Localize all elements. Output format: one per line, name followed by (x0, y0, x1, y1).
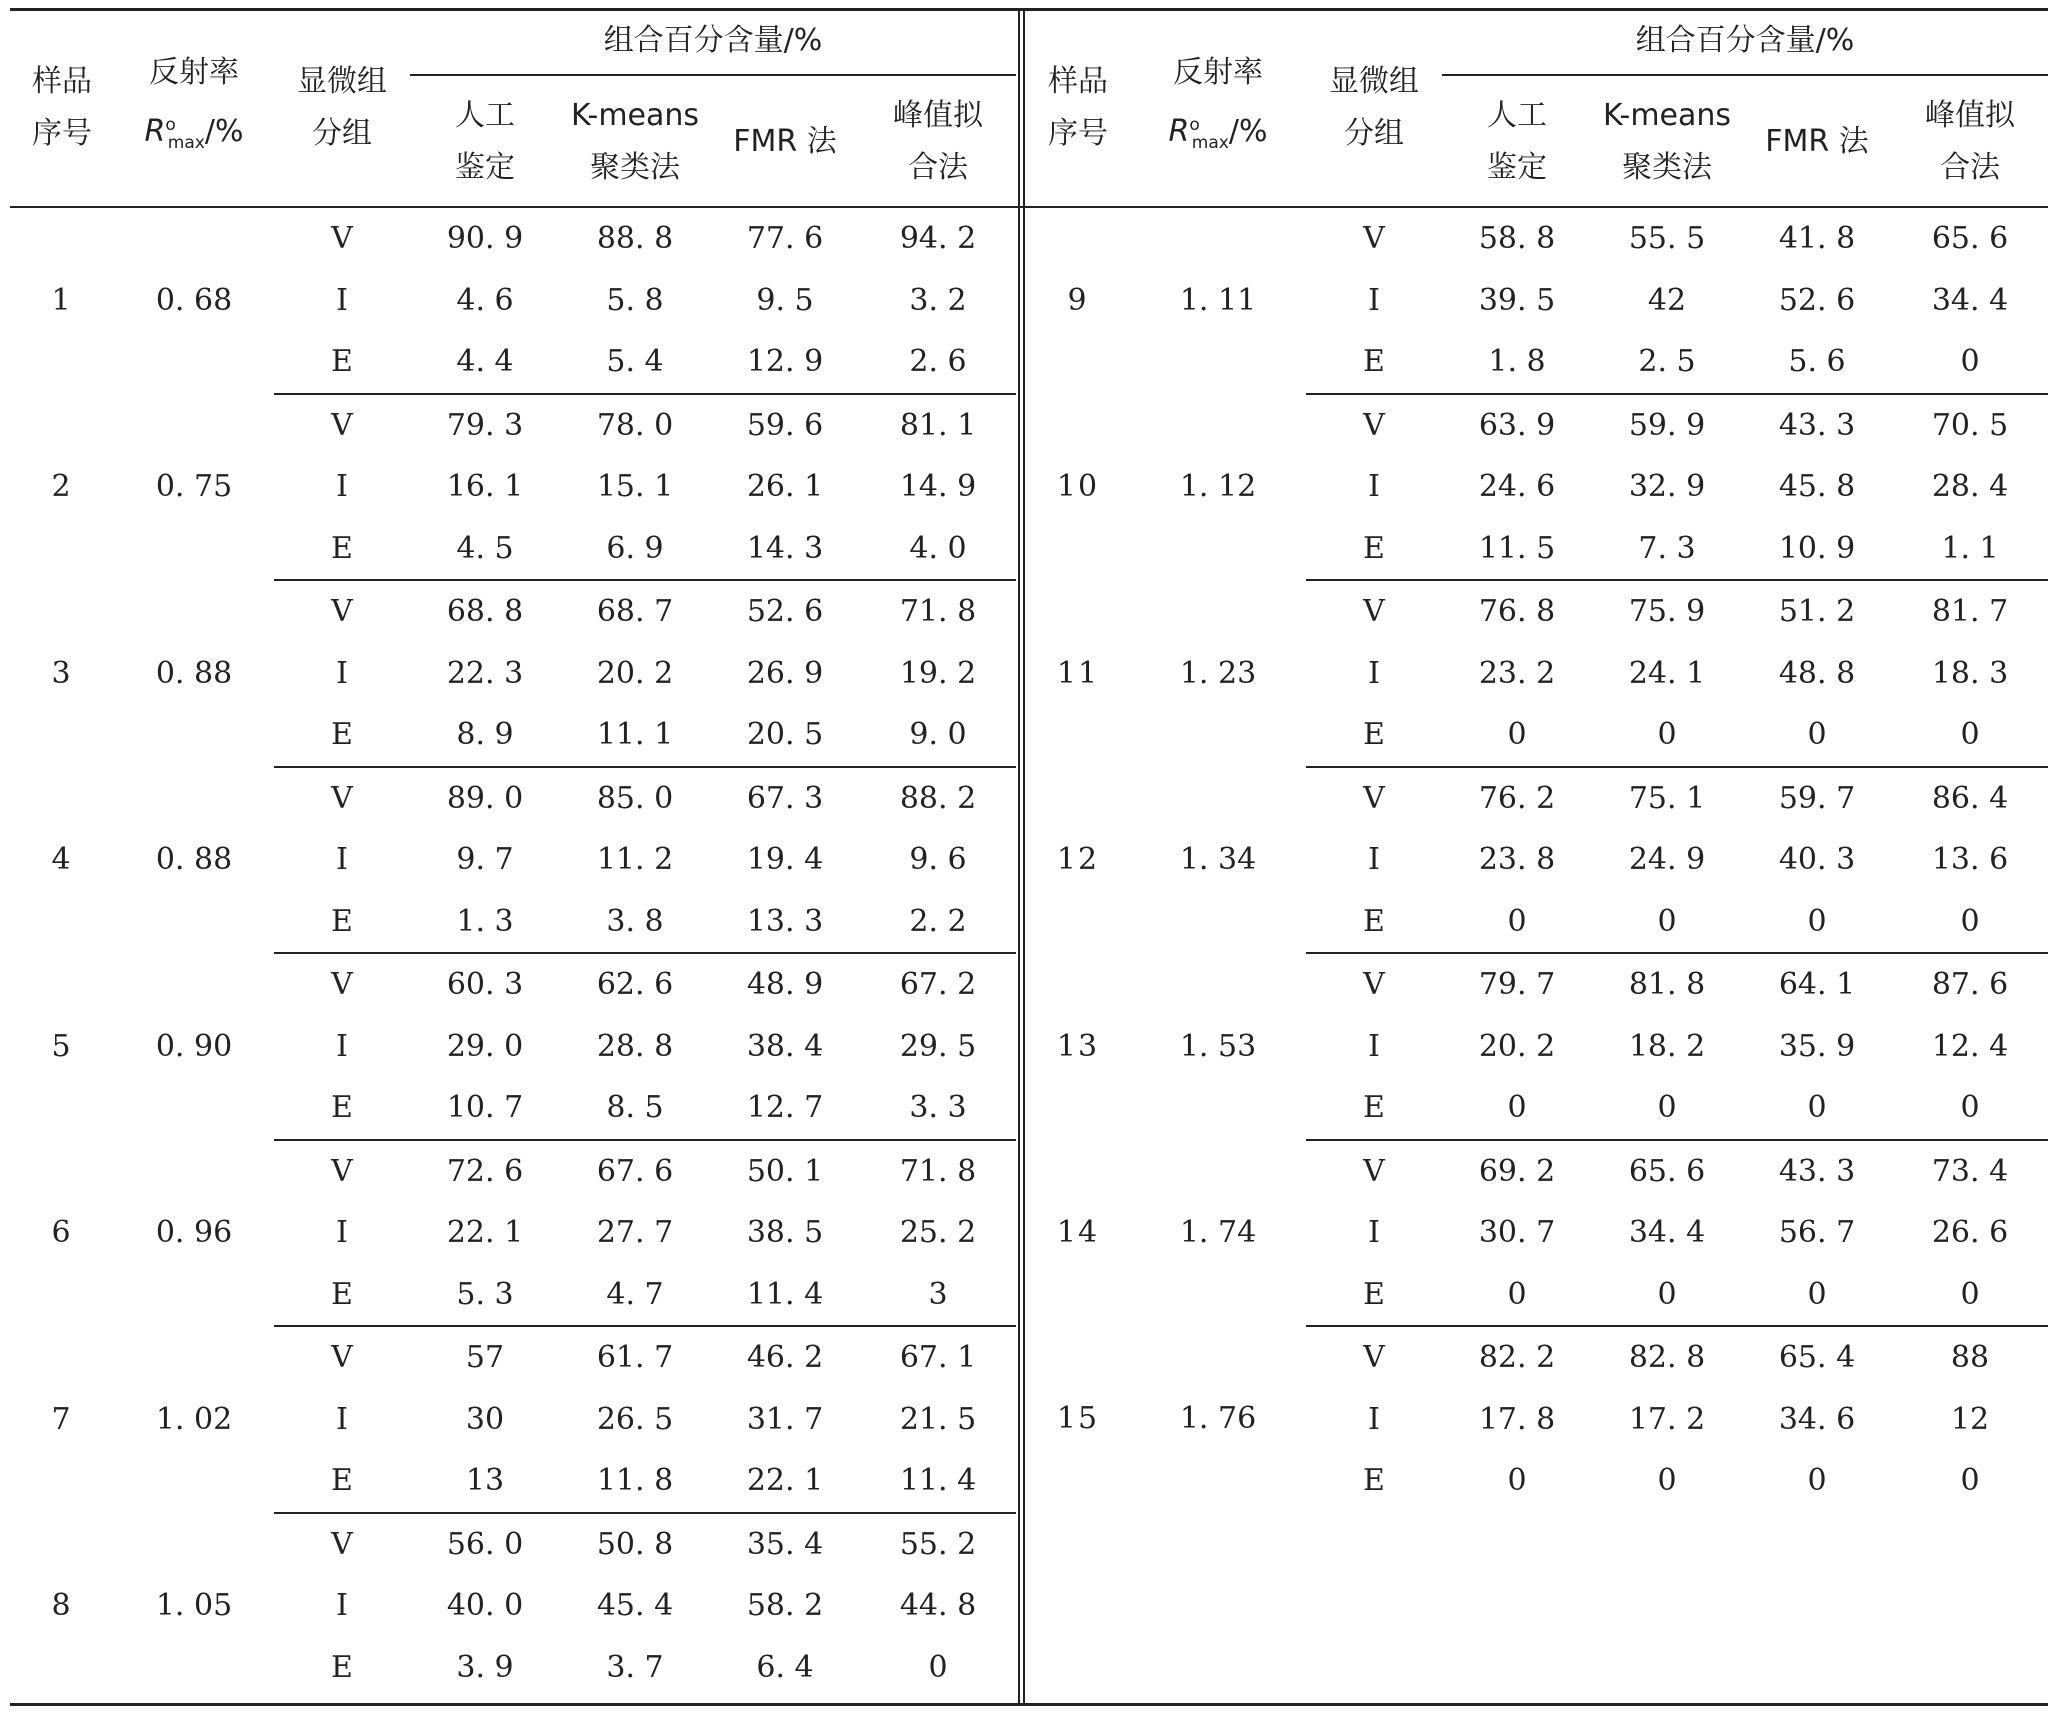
manual-value-cell: 5. 3 (410, 1264, 560, 1327)
table-row (10, 953, 1016, 1016)
manual-value-cell: 68. 8 (446, 594, 524, 630)
left-table-half (10, 8, 1016, 1698)
maceral-group-cell: E (1306, 518, 1442, 581)
maceral-group-cell: I (1368, 842, 1380, 878)
fmr-value-cell: 0 (1742, 891, 1892, 954)
peak-fit-value-cell: 67. 2 (899, 967, 977, 1003)
fmr-value-cell: 9. 5 (756, 282, 814, 318)
reflectance-cell: 1. 23 (1179, 655, 1257, 691)
manual-value-cell: 16. 1 (446, 469, 524, 505)
header-sample-no: 样品 序号 (32, 64, 92, 151)
sample-no-cell: 3 (51, 655, 73, 691)
table-row (1026, 767, 2048, 830)
maceral-group-cell: V (1363, 967, 1385, 1003)
sample-no-cell: 15 (1056, 1401, 1100, 1437)
manual-value-cell: 23. 2 (1478, 655, 1556, 691)
kmeans-value-cell: 5. 4 (560, 331, 710, 394)
manual-value-cell: 1. 8 (1442, 331, 1592, 394)
fmr-value-cell: 52. 6 (746, 594, 824, 630)
manual-value-cell: 89. 0 (446, 780, 524, 816)
sample-no-cell: 14 (1056, 1215, 1100, 1251)
fmr-value-cell: 38. 4 (746, 1028, 824, 1064)
manual-value-cell: 0 (1442, 891, 1592, 954)
maceral-group-cell: E (1306, 891, 1442, 954)
fmr-value-cell: 13. 3 (710, 891, 860, 954)
fmr-value-cell: 50. 1 (746, 1153, 824, 1189)
fmr-value-cell: 11. 4 (710, 1264, 860, 1327)
kmeans-value-cell: 32. 9 (1628, 469, 1706, 505)
maceral-group-cell: I (1368, 1215, 1380, 1251)
manual-value-cell: 63. 9 (1478, 407, 1556, 443)
kmeans-value-cell: 62. 6 (596, 967, 674, 1003)
maceral-group-cell: E (274, 518, 410, 581)
maceral-group-cell: I (336, 282, 348, 318)
manual-value-cell: 4. 4 (410, 331, 560, 394)
maceral-group-cell: I (336, 1215, 348, 1251)
double-column-divider (1016, 8, 1026, 1706)
manual-value-cell: 17. 8 (1478, 1401, 1556, 1437)
manual-value-cell: 8. 9 (410, 704, 560, 767)
maceral-group-cell: E (274, 331, 410, 394)
peak-fit-value-cell: 26. 6 (1931, 1215, 2009, 1251)
kmeans-value-cell: 3. 8 (560, 891, 710, 954)
peak-fit-value-cell: 18. 3 (1931, 655, 2009, 691)
peak-fit-value-cell: 3. 2 (909, 282, 967, 318)
reflectance-cell: 0. 88 (155, 655, 233, 691)
fmr-value-cell: 59. 6 (746, 407, 824, 443)
maceral-group-cell: V (331, 1340, 353, 1376)
peak-fit-value-cell: 3. 3 (860, 1077, 1016, 1140)
peak-fit-value-cell: 70. 5 (1931, 407, 2009, 443)
manual-value-cell: 24. 6 (1478, 469, 1556, 505)
table-row (10, 208, 1016, 270)
peak-fit-value-cell: 1. 1 (1892, 518, 2048, 581)
right-table-half (1026, 8, 2048, 1512)
kmeans-value-cell: 20. 2 (596, 655, 674, 691)
peak-fit-value-cell: 94. 2 (899, 221, 977, 257)
manual-value-cell: 22. 3 (446, 655, 524, 691)
kmeans-value-cell: 2. 5 (1592, 331, 1742, 394)
reflectance-cell: 0. 88 (155, 842, 233, 878)
peak-fit-value-cell: 13. 6 (1931, 842, 2009, 878)
kmeans-value-cell: 81. 8 (1628, 967, 1706, 1003)
header-percent-content: 组合百分含量/% (410, 8, 1016, 75)
maceral-group-cell: I (1368, 282, 1380, 318)
kmeans-value-cell: 15. 1 (596, 469, 674, 505)
sample-no-cell: 9 (1067, 283, 1089, 319)
header-method-manual: 人工 鉴定 (455, 98, 515, 185)
peak-fit-value-cell: 71. 8 (899, 594, 977, 630)
fmr-value-cell: 38. 5 (746, 1215, 824, 1251)
maceral-group-cell: E (274, 704, 410, 767)
fmr-value-cell: 35. 4 (746, 1526, 824, 1562)
peak-fit-value-cell: 67. 1 (899, 1340, 977, 1376)
kmeans-value-cell: 3. 7 (606, 1649, 664, 1685)
kmeans-value-cell: 11. 1 (560, 704, 710, 767)
kmeans-value-cell: 0 (1592, 1077, 1742, 1140)
sample-no-cell: 2 (51, 469, 73, 505)
kmeans-value-cell: 42 (1647, 282, 1687, 318)
fmr-value-cell: 26. 1 (746, 469, 824, 505)
kmeans-value-cell: 28. 8 (596, 1028, 674, 1064)
fmr-value-cell: 34. 6 (1778, 1401, 1856, 1437)
manual-value-cell: 76. 2 (1478, 780, 1556, 816)
table-row (10, 767, 1016, 830)
manual-value-cell: 4. 5 (410, 518, 560, 581)
sample-no-cell: 10 (1056, 469, 1100, 505)
manual-value-cell: 79. 7 (1478, 967, 1556, 1003)
table-bottom-rule (10, 1703, 2048, 1706)
kmeans-value-cell: 24. 9 (1628, 842, 1706, 878)
kmeans-value-cell: 50. 8 (596, 1526, 674, 1562)
reflectance-cell: 1. 05 (155, 1587, 233, 1623)
peak-fit-value-cell: 14. 9 (899, 469, 977, 505)
sample-no-cell: 7 (51, 1401, 73, 1437)
peak-fit-value-cell: 19. 2 (899, 655, 977, 691)
maceral-group-cell: V (1363, 407, 1385, 443)
kmeans-value-cell: 88. 8 (596, 221, 674, 257)
table-row (10, 580, 1016, 643)
fmr-value-cell: 19. 4 (746, 842, 824, 878)
fmr-value-cell: 12. 9 (710, 331, 860, 394)
kmeans-value-cell: 27. 7 (596, 1215, 674, 1251)
maceral-group-cell: V (1363, 1153, 1385, 1189)
fmr-value-cell: 43. 3 (1778, 1153, 1856, 1189)
sample-no-cell: 6 (51, 1215, 73, 1251)
maceral-group-cell: I (1368, 469, 1380, 505)
maceral-group-cell: E (1306, 1264, 1442, 1327)
manual-value-cell: 10. 7 (410, 1077, 560, 1140)
kmeans-value-cell: 26. 5 (596, 1401, 674, 1437)
peak-fit-value-cell: 88 (1950, 1340, 1990, 1376)
kmeans-value-cell: 45. 4 (596, 1588, 674, 1624)
manual-value-cell: 0 (1442, 1264, 1592, 1327)
header-method-peak-fit: 峰值拟 合法 (893, 98, 983, 185)
kmeans-value-cell: 65. 6 (1628, 1153, 1706, 1189)
reflectance-cell: 1. 11 (1179, 283, 1257, 319)
table-row (10, 394, 1016, 457)
peak-fit-value-cell: 65. 6 (1931, 221, 2009, 257)
manual-value-cell: 79. 3 (446, 407, 524, 443)
table-row (10, 1326, 1016, 1389)
table-row (1026, 208, 2048, 270)
maceral-group-cell: V (331, 221, 353, 257)
reflectance-cell: 1. 34 (1179, 842, 1257, 878)
manual-value-cell: 57 (465, 1340, 505, 1376)
fmr-value-cell: 5. 6 (1742, 331, 1892, 394)
reflectance-cell: 0. 96 (155, 1215, 233, 1251)
kmeans-value-cell: 55. 5 (1628, 221, 1706, 257)
peak-fit-value-cell: 12. 4 (1931, 1028, 2009, 1064)
reflectance-cell: 0. 68 (155, 283, 233, 319)
sample-no-cell: 11 (1056, 655, 1100, 691)
reflectance-cell: 1. 76 (1179, 1401, 1257, 1437)
peak-fit-value-cell: 28. 4 (1931, 469, 2009, 505)
fmr-value-cell: 0 (1742, 1077, 1892, 1140)
peak-fit-value-cell: 44. 8 (899, 1588, 977, 1624)
peak-fit-value-cell: 0 (1892, 704, 2048, 767)
fmr-value-cell: 67. 3 (746, 780, 824, 816)
peak-fit-value-cell: 0 (1892, 891, 2048, 954)
kmeans-value-cell: 82. 8 (1628, 1340, 1706, 1376)
kmeans-value-cell: 6. 9 (560, 518, 710, 581)
fmr-value-cell: 0 (1807, 1463, 1827, 1499)
fmr-value-cell: 41. 8 (1778, 221, 1856, 257)
peak-fit-value-cell: 34. 4 (1931, 282, 2009, 318)
manual-value-cell: 22. 1 (446, 1215, 524, 1251)
manual-value-cell: 30. 7 (1478, 1215, 1556, 1251)
kmeans-value-cell: 78. 0 (596, 407, 674, 443)
maceral-group-cell: I (1368, 1028, 1380, 1064)
kmeans-value-cell: 0 (1592, 891, 1742, 954)
maceral-group-cell: I (336, 1588, 348, 1624)
kmeans-value-cell: 0 (1657, 1463, 1677, 1499)
maceral-group-cell: V (331, 1153, 353, 1189)
peak-fit-value-cell: 81. 1 (899, 407, 977, 443)
fmr-value-cell: 46. 2 (746, 1340, 824, 1376)
maceral-group-cell: I (336, 842, 348, 878)
manual-value-cell: 69. 2 (1478, 1153, 1556, 1189)
peak-fit-value-cell: 0 (1892, 1077, 2048, 1140)
kmeans-value-cell: 4. 7 (560, 1264, 710, 1327)
fmr-value-cell: 26. 9 (746, 655, 824, 691)
maceral-group-cell: V (331, 967, 353, 1003)
peak-fit-value-cell: 0 (928, 1649, 948, 1685)
peak-fit-value-cell: 86. 4 (1931, 780, 2009, 816)
fmr-value-cell: 58. 2 (746, 1588, 824, 1624)
peak-fit-value-cell: 11. 4 (860, 1450, 1016, 1513)
manual-value-cell: 4. 6 (456, 282, 514, 318)
peak-fit-value-cell: 73. 4 (1931, 1153, 2009, 1189)
fmr-value-cell: 48. 8 (1778, 655, 1856, 691)
maceral-group-cell: E (274, 1077, 410, 1140)
kmeans-value-cell: 8. 5 (560, 1077, 710, 1140)
manual-value-cell: 90. 9 (446, 221, 524, 257)
maceral-group-cell: E (1306, 1077, 1442, 1140)
maceral-group-cell: E (1306, 704, 1442, 767)
manual-value-cell: 30 (465, 1401, 505, 1437)
maceral-group-cell: E (1306, 331, 1442, 394)
manual-value-cell: 40. 0 (446, 1588, 524, 1624)
kmeans-value-cell: 75. 1 (1628, 780, 1706, 816)
reflectance-cell: 0. 75 (155, 469, 233, 505)
header-reflectance: 反射率 $R^o_{max}/\%$ (144, 55, 244, 153)
sample-no-cell: 5 (51, 1028, 73, 1064)
peak-fit-value-cell: 9. 6 (909, 842, 967, 878)
manual-value-cell: 82. 2 (1478, 1340, 1556, 1376)
header-sample-no: 样品 序号 (1048, 64, 1108, 151)
maceral-group-cell: E (1363, 1463, 1385, 1499)
fmr-value-cell: 35. 9 (1778, 1028, 1856, 1064)
maceral-group-cell: I (1368, 655, 1380, 691)
manual-value-cell: 13 (410, 1450, 560, 1513)
maceral-group-cell: V (331, 407, 353, 443)
manual-value-cell: 9. 7 (456, 842, 514, 878)
header-method-fmr: FMR 法 (1765, 124, 1869, 159)
fmr-value-cell: 0 (1742, 704, 1892, 767)
fmr-value-cell: 0 (1742, 1264, 1892, 1327)
table-row (1026, 1140, 2048, 1203)
peak-fit-value-cell: 2. 6 (860, 331, 1016, 394)
peak-fit-value-cell: 0 (1892, 1264, 2048, 1327)
peak-fit-value-cell: 9. 0 (860, 704, 1016, 767)
peak-fit-value-cell: 87. 6 (1931, 967, 2009, 1003)
peak-fit-value-cell: 81. 7 (1931, 594, 2009, 630)
fmr-value-cell: 52. 6 (1778, 282, 1856, 318)
manual-value-cell: 0 (1442, 1077, 1592, 1140)
fmr-value-cell: 65. 4 (1778, 1340, 1856, 1376)
maceral-group-cell: V (1363, 780, 1385, 816)
fmr-value-cell: 51. 2 (1778, 594, 1856, 630)
reflectance-cell: 0. 90 (155, 1028, 233, 1064)
kmeans-value-cell: 11. 2 (596, 842, 674, 878)
header-maceral-group: 显微组 分组 (1329, 64, 1419, 151)
manual-value-cell: 39. 5 (1478, 282, 1556, 318)
kmeans-value-cell: 11. 8 (560, 1450, 710, 1513)
kmeans-value-cell: 18. 2 (1628, 1028, 1706, 1064)
table-row (1026, 394, 2048, 457)
maceral-group-cell: E (274, 1450, 410, 1513)
header-method-peak-fit: 峰值拟 合法 (1925, 98, 2015, 185)
kmeans-value-cell: 0 (1592, 1264, 1742, 1327)
table-row (10, 1513, 1016, 1576)
maceral-group-cell: I (336, 1028, 348, 1064)
kmeans-value-cell: 61. 7 (596, 1340, 674, 1376)
peak-fit-value-cell: 55. 2 (899, 1526, 977, 1562)
reflectance-cell: 1. 53 (1179, 1028, 1257, 1064)
kmeans-value-cell: 0 (1592, 704, 1742, 767)
maceral-group-cell: I (1368, 1401, 1380, 1437)
peak-fit-value-cell: 21. 5 (899, 1401, 977, 1437)
manual-value-cell: 1. 3 (410, 891, 560, 954)
manual-value-cell: 0 (1442, 704, 1592, 767)
fmr-value-cell: 31. 7 (746, 1401, 824, 1437)
manual-value-cell: 56. 0 (446, 1526, 524, 1562)
kmeans-value-cell: 17. 2 (1628, 1401, 1706, 1437)
sample-no-cell: 13 (1056, 1028, 1100, 1064)
fmr-value-cell: 12. 7 (710, 1077, 860, 1140)
maceral-group-cell: I (336, 1401, 348, 1437)
peak-fit-value-cell: 71. 8 (899, 1153, 977, 1189)
peak-fit-value-cell: 12 (1950, 1401, 1990, 1437)
maceral-group-cell: E (274, 1264, 410, 1327)
fmr-value-cell: 77. 6 (746, 221, 824, 257)
maceral-group-cell: V (1363, 221, 1385, 257)
maceral-group-cell: V (1363, 594, 1385, 630)
kmeans-value-cell: 68. 7 (596, 594, 674, 630)
manual-value-cell: 0 (1507, 1463, 1527, 1499)
reflectance-cell: 1. 02 (155, 1401, 233, 1437)
manual-value-cell: 60. 3 (446, 967, 524, 1003)
manual-value-cell: 20. 2 (1478, 1028, 1556, 1064)
fmr-value-cell: 20. 5 (710, 704, 860, 767)
peak-fit-value-cell: 3 (860, 1264, 1016, 1327)
header-maceral-group: 显微组 分组 (297, 64, 387, 151)
sample-no-cell: 8 (51, 1587, 73, 1623)
maceral-group-cell: E (274, 891, 410, 954)
maceral-group-cell: V (331, 1526, 353, 1562)
reflectance-cell: 1. 12 (1179, 469, 1257, 505)
manual-value-cell: 23. 8 (1478, 842, 1556, 878)
manual-value-cell: 58. 8 (1478, 221, 1556, 257)
header-method-manual: 人工 鉴定 (1487, 98, 1547, 185)
peak-fit-value-cell: 88. 2 (899, 780, 977, 816)
manual-value-cell: 3. 9 (456, 1649, 514, 1685)
kmeans-value-cell: 67. 6 (596, 1153, 674, 1189)
sample-no-cell: 12 (1056, 842, 1100, 878)
kmeans-value-cell: 59. 9 (1628, 407, 1706, 443)
header-reflectance: 反射率 $R^o_{max}/\%$ (1168, 55, 1268, 153)
fmr-value-cell: 14. 3 (710, 518, 860, 581)
peak-fit-value-cell: 25. 2 (899, 1215, 977, 1251)
fmr-value-cell: 64. 1 (1778, 967, 1856, 1003)
peak-fit-value-cell: 29. 5 (899, 1028, 977, 1064)
fmr-value-cell: 22. 1 (710, 1450, 860, 1513)
table-row (1026, 953, 2048, 1016)
table-row (1026, 1326, 2048, 1389)
fmr-value-cell: 45. 8 (1778, 469, 1856, 505)
header-percent-content: 组合百分含量/% (1442, 8, 2048, 75)
kmeans-value-cell: 34. 4 (1628, 1215, 1706, 1251)
manual-value-cell: 72. 6 (446, 1153, 524, 1189)
peak-fit-value-cell: 4. 0 (860, 518, 1016, 581)
header-method-kmeans: K-means 聚类法 (1602, 98, 1732, 185)
reflectance-cell: 1. 74 (1179, 1215, 1257, 1251)
kmeans-value-cell: 7. 3 (1592, 518, 1742, 581)
maceral-group-cell: V (331, 594, 353, 630)
manual-value-cell: 29. 0 (446, 1028, 524, 1064)
fmr-value-cell: 40. 3 (1778, 842, 1856, 878)
maceral-group-cell: I (336, 655, 348, 691)
peak-fit-value-cell: 2. 2 (860, 891, 1016, 954)
maceral-group-cell: I (336, 469, 348, 505)
maceral-group-cell: V (331, 780, 353, 816)
kmeans-value-cell: 75. 9 (1628, 594, 1706, 630)
header-method-kmeans: K-means 聚类法 (570, 98, 700, 185)
header-method-fmr: FMR 法 (733, 124, 837, 159)
sample-no-cell: 1 (51, 283, 73, 319)
maceral-group-cell: E (331, 1649, 353, 1685)
fmr-value-cell: 43. 3 (1778, 407, 1856, 443)
fmr-value-cell: 6. 4 (756, 1649, 814, 1685)
manual-value-cell: 76. 8 (1478, 594, 1556, 630)
peak-fit-value-cell: 0 (1892, 331, 2048, 394)
kmeans-value-cell: 85. 0 (596, 780, 674, 816)
table-row (10, 1140, 1016, 1203)
kmeans-value-cell: 24. 1 (1628, 655, 1706, 691)
kmeans-value-cell: 5. 8 (606, 282, 664, 318)
sample-no-cell: 4 (51, 842, 73, 878)
fmr-value-cell: 59. 7 (1778, 780, 1856, 816)
fmr-value-cell: 10. 9 (1742, 518, 1892, 581)
maceral-group-cell: V (1363, 1340, 1385, 1376)
fmr-value-cell: 56. 7 (1778, 1215, 1856, 1251)
manual-value-cell: 11. 5 (1442, 518, 1592, 581)
peak-fit-value-cell: 0 (1960, 1463, 1980, 1499)
fmr-value-cell: 48. 9 (746, 967, 824, 1003)
table-row (1026, 580, 2048, 643)
